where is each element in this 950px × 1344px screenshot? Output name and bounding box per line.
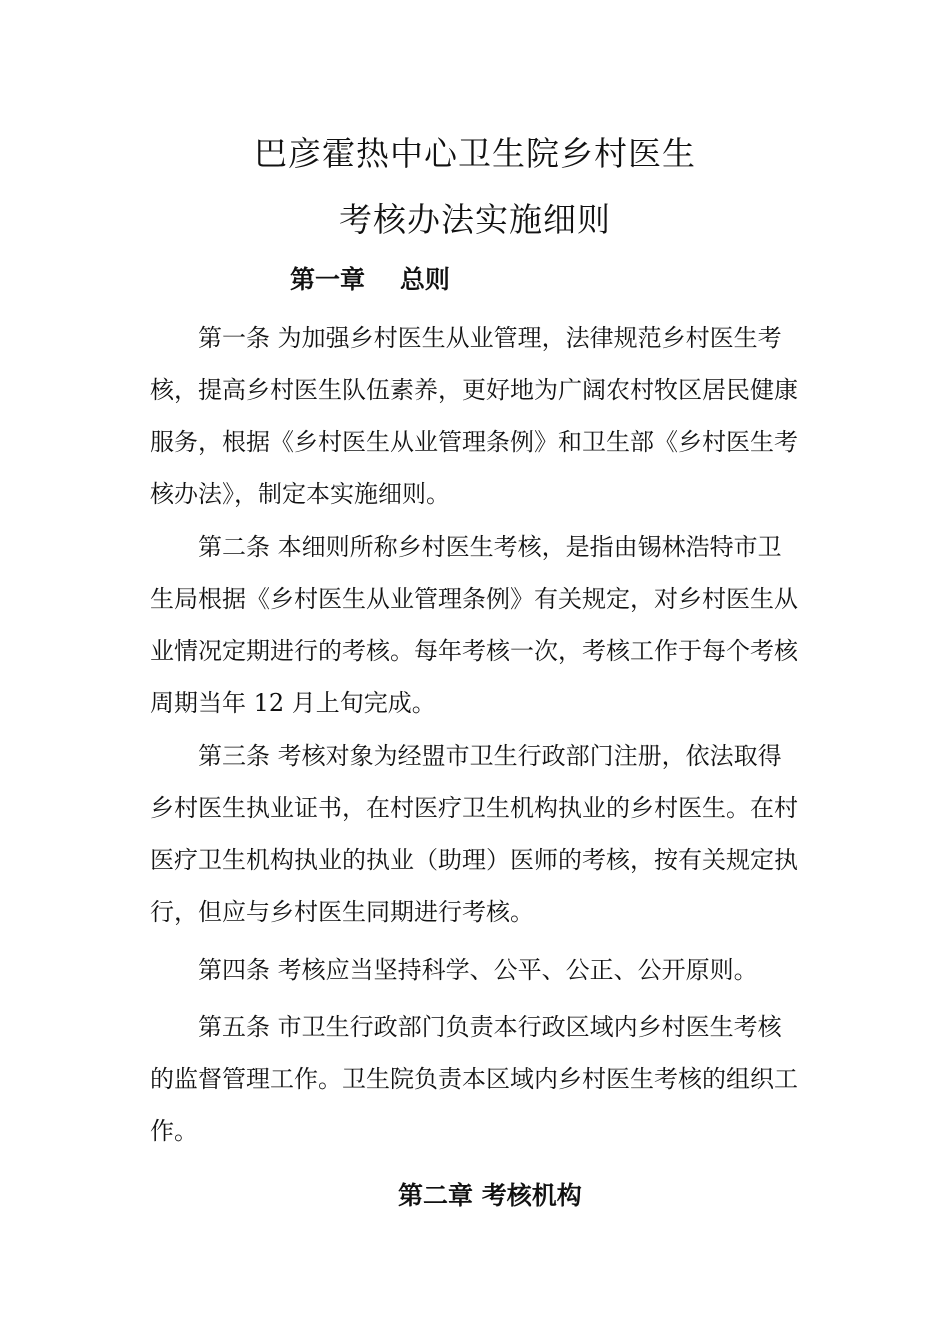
article-5: 第五条 市卫生行政部门负责本行政区域内乡村医生考核的监督管理工作。卫生院负责本区域内乡村医生考核的组织工作。 [150,1013,798,1145]
document-title-line-2: 考核办法实施细则 [339,200,611,239]
chapter-heading-1: 第一章 总则 [290,265,450,294]
article-1: 第一条 为加强乡村医生从业管理，法律规范乡村医生考核，提高乡村医生队伍素养，更好地为广阔农村牧区居民健康服务，根据《乡村医生从业管理条例》和卫生部《乡村医生考核办法》，制定本实施细则。 [150,324,798,508]
article-2: 第二条 本细则所称乡村医生考核，是指由锡林浩特市卫生局根据《乡村医生从业管理条例》有关规定，对乡村医生从业情况定期进行的考核。每年考核一次，考核工作于每个考核周期当年 12 月上旬完成。 [150,533,798,717]
article-3: 第三条 考核对象为经盟市卫生行政部门注册，依法取得乡村医生执业证书，在村医疗卫生机构执业的乡村医生。在村医疗卫生机构执业的执业（助理）医师的考核，按有关规定执行，但应与乡村医生同期进行考核。 [150,742,798,926]
chapter-heading-2: 第二章 考核机构 [398,1181,582,1210]
document-title-line-1: 巴彦霍热中心卫生院乡村医生 [254,134,696,173]
article-4: 第四条 考核应当坚持科学、公平、公正、公开原则。 [198,956,758,984]
